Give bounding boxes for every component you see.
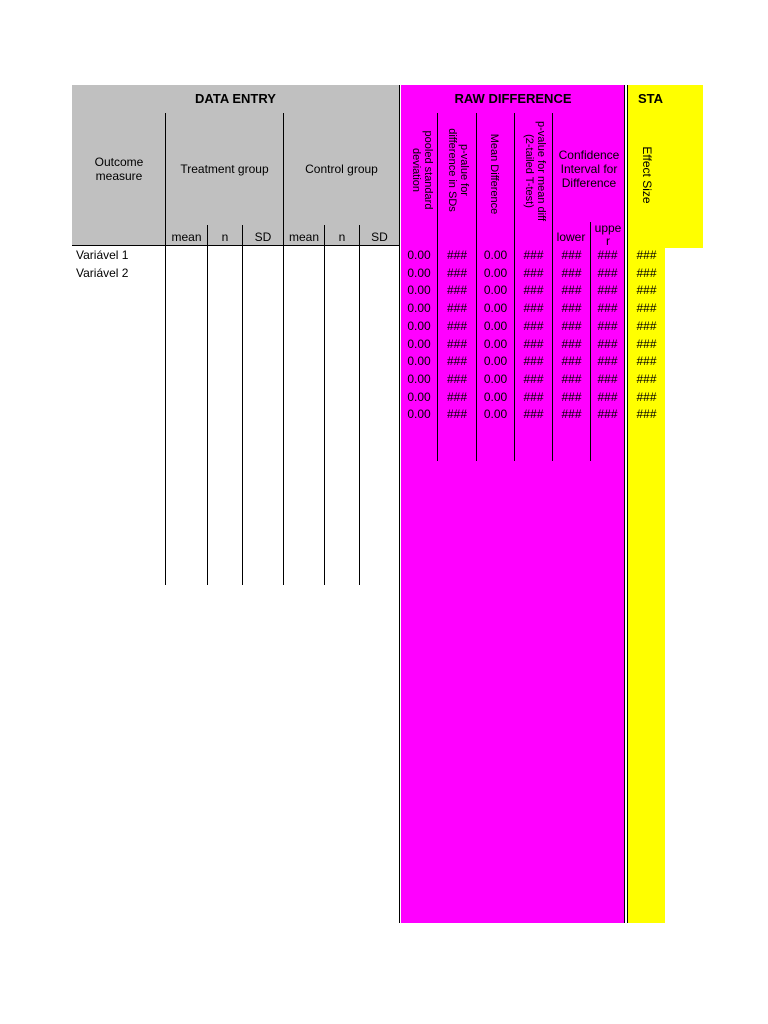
sta-title: STA <box>637 91 664 106</box>
mean-difference-cell: 0.00 <box>483 336 508 351</box>
effect-size-cell: ### <box>636 301 657 316</box>
pooled-sd-header: pooled standard deviation <box>410 130 434 210</box>
effect-size-cell: ### <box>636 407 657 422</box>
pooled-sd-cell: 0.00 <box>407 389 431 404</box>
ci-lower-cell: ### <box>561 336 582 351</box>
ci-upper-header: uppe r <box>594 221 622 248</box>
raw-difference-background <box>401 85 625 923</box>
control-sd-header: SD <box>371 230 388 244</box>
mean-difference-cell: 0.00 <box>483 371 508 386</box>
pooled-sd-cell: 0.00 <box>407 336 431 351</box>
ci-lower-cell: ### <box>561 389 582 404</box>
ci-upper-cell: ### <box>597 248 618 262</box>
p-value-mean-cell: ### <box>523 336 544 351</box>
ci-upper-cell: ### <box>597 371 618 386</box>
confidence-interval-header: Confidence Interval for Difference <box>558 148 620 190</box>
mean-difference-cell: 0.00 <box>483 248 508 262</box>
mean-difference-cell: 0.00 <box>483 318 508 333</box>
pooled-sd-cell: 0.00 <box>407 283 431 298</box>
col-divider <box>324 225 325 585</box>
data-entry-title: DATA ENTRY <box>195 91 276 106</box>
ci-upper-cell: ### <box>597 354 618 369</box>
p-value-mean-cell: ### <box>523 354 544 369</box>
p-value-sds-cell: ### <box>446 248 468 262</box>
p-value-sds-cell: ### <box>446 371 468 386</box>
effect-size-cell: ### <box>636 336 657 351</box>
col-divider <box>242 225 243 585</box>
treatment-group-header: Treatment group <box>180 162 269 176</box>
p-value-mean-cell: ### <box>523 283 544 298</box>
effect-size-cell: ### <box>636 371 657 386</box>
pooled-sd-cell: 0.00 <box>407 354 431 369</box>
p-value-mean-cell: ### <box>523 301 544 316</box>
effect-size-cell: ### <box>636 389 657 404</box>
control-group-header: Control group <box>305 162 378 176</box>
mean-difference-cell: 0.00 <box>483 301 508 316</box>
ci-lower-cell: ### <box>561 265 582 280</box>
col-divider <box>359 225 360 585</box>
pooled-sd-cell: 0.00 <box>407 371 431 386</box>
col-divider <box>283 113 284 585</box>
p-value-mean-cell: ### <box>523 265 544 280</box>
section-divider <box>399 85 400 923</box>
p-value-sds-cell: ### <box>446 318 468 333</box>
p-value-sds-cell: ### <box>446 301 468 316</box>
ci-upper-cell: ### <box>597 336 618 351</box>
outcome-measure-header: Outcome measure <box>94 155 144 183</box>
effect-size-cell: ### <box>636 248 657 262</box>
p-value-mean-cell: ### <box>523 248 544 262</box>
ci-upper-cell: ### <box>597 301 618 316</box>
pooled-sd-cell: 0.00 <box>407 318 431 333</box>
p-value-sds-cell: ### <box>446 389 468 404</box>
row-label: Variável 1 <box>76 248 129 262</box>
ci-lower-header: lower <box>556 230 586 244</box>
p-value-sds-cell: ### <box>446 354 468 369</box>
p-value-mean-header: p-value for mean diff (2-tailed T-test) <box>523 120 547 222</box>
effect-size-cell: ### <box>636 354 657 369</box>
pooled-sd-cell: 0.00 <box>407 407 431 422</box>
ci-lower-cell: ### <box>561 407 582 422</box>
p-value-sds-cell: ### <box>446 407 468 422</box>
p-value-sds-header: p-value for difference in SDs <box>446 128 470 212</box>
raw-difference-title: RAW DIFFERENCE <box>454 91 572 106</box>
ci-lower-cell: ### <box>561 354 582 369</box>
p-value-sds-cell: ### <box>446 336 468 351</box>
section-divider-double <box>624 85 628 923</box>
mean-difference-cell: 0.00 <box>483 354 508 369</box>
ci-upper-cell: ### <box>597 265 618 280</box>
effect-size-header: Effect Size <box>640 146 654 204</box>
ci-upper-cell: ### <box>597 283 618 298</box>
pooled-sd-cell: 0.00 <box>407 265 431 280</box>
treatment-n-header: n <box>221 230 229 244</box>
p-value-sds-cell: ### <box>446 283 468 298</box>
ci-upper-cell: ### <box>597 389 618 404</box>
effect-size-cell: ### <box>636 265 657 280</box>
control-mean-header: mean <box>288 230 320 244</box>
p-value-mean-cell: ### <box>523 318 544 333</box>
ci-lower-cell: ### <box>561 318 582 333</box>
ci-lower-cell: ### <box>561 283 582 298</box>
ci-lower-cell: ### <box>561 301 582 316</box>
ci-upper-cell: ### <box>597 407 618 422</box>
ci-lower-cell: ### <box>561 371 582 386</box>
p-value-mean-cell: ### <box>523 407 544 422</box>
col-divider <box>207 225 208 585</box>
effect-size-cell: ### <box>636 318 657 333</box>
treatment-sd-header: SD <box>254 230 272 244</box>
control-n-header: n <box>338 230 346 244</box>
mean-difference-cell: 0.00 <box>483 265 508 280</box>
mean-difference-cell: 0.00 <box>483 407 508 422</box>
p-value-mean-cell: ### <box>523 389 544 404</box>
treatment-mean-header: mean <box>171 230 202 244</box>
pooled-sd-cell: 0.00 <box>407 301 431 316</box>
p-value-mean-cell: ### <box>523 371 544 386</box>
ci-upper-cell: ### <box>597 318 618 333</box>
mean-difference-cell: 0.00 <box>483 389 508 404</box>
col-divider <box>165 113 166 585</box>
effect-size-cell: ### <box>636 283 657 298</box>
row-label: Variável 2 <box>76 266 129 280</box>
mean-difference-header: Mean Difference <box>488 133 500 215</box>
pooled-sd-cell: 0.00 <box>407 248 431 262</box>
ci-lower-cell: ### <box>561 248 582 262</box>
p-value-sds-cell: ### <box>446 265 468 280</box>
mean-difference-cell: 0.00 <box>483 283 508 298</box>
